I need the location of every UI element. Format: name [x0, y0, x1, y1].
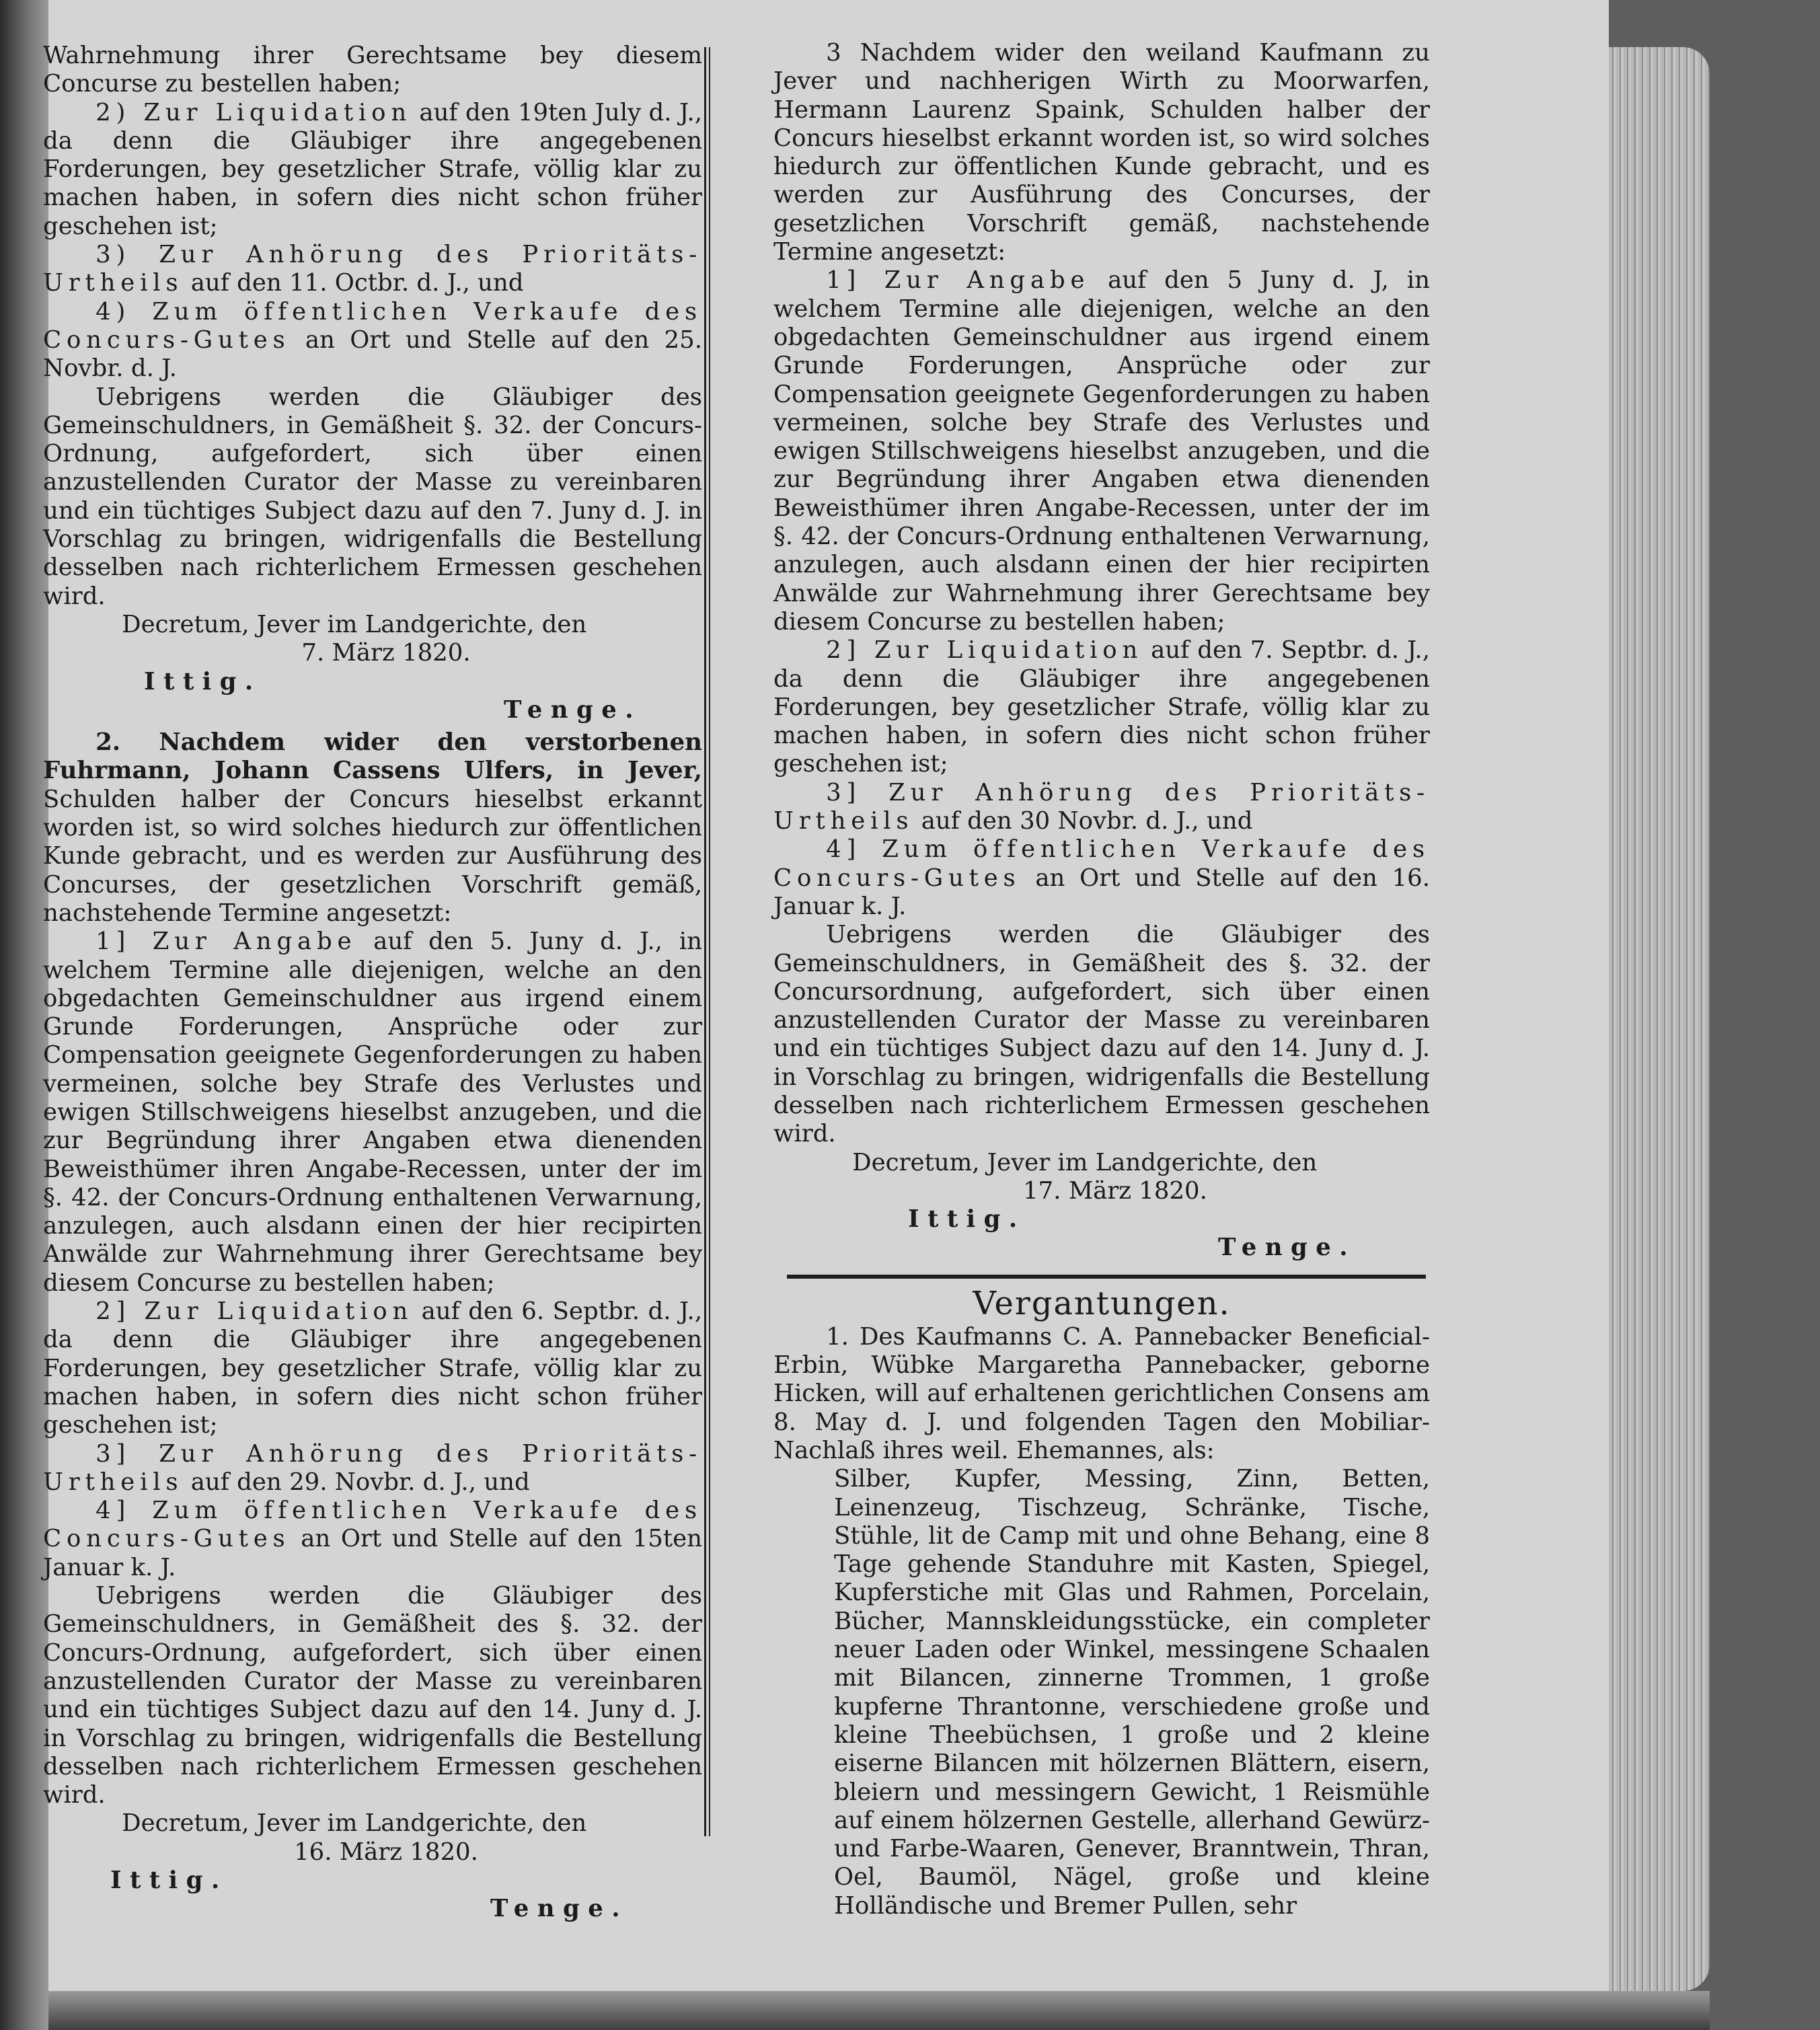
left-column	[43, 42, 702, 1924]
binding-gutter	[0, 0, 48, 2030]
n2-item3	[43, 1440, 702, 1497]
n3-item1	[773, 266, 1430, 636]
v1-text: Des Kaufmanns C. A. Pannebacker Beneficial-Erbin, Wübke Margaretha Pannebacker, geborne Hicken, will auf erhaltenen gerichtlichen Consens am 8. May d. J. und folgenden Tagen den Mobiliar-Nachlaß ihres weil. Ehemannes, als:	[773, 1322, 1430, 1464]
n1-item3	[43, 241, 702, 298]
n2-curator-paragraph: Uebrigens werden die Gläubiger des Gemeinschuldners, in Gemäßheit des §. 32. der Concurs-Ordnung, aufgefordert, sich über einen anzustellenden Curator der Masse zu vereinbaren und ein tüchtiges Subject dazu auf den 14. Juny d. J. in Vorschlag zu bringen, widrigenfalls die Bestellung desselben nach richterlichem Ermessen geschehen wird.	[43, 1582, 702, 1809]
n1-item4	[43, 298, 702, 383]
n2-item1	[43, 928, 702, 1298]
book-bottom-shadow	[48, 1991, 1710, 2030]
n3-item3	[773, 779, 1430, 836]
n1-item4-text: an Ort und Stelle auf den 25. Novbr. d. J.	[43, 326, 702, 383]
n1-date: 7. März 1820.	[301, 639, 471, 667]
n2-item4-text: an Ort und Stelle auf den 15ten Januar k. J.	[43, 1525, 702, 1581]
n1-item3-text: auf den 11. Octbr. d. J., und	[190, 269, 524, 297]
v1-item-list: Silber, Kupfer, Messing, Zinn, Betten, Leinenzeug, Tischzeug, Schränke, Tische, Stühle, lit de Camp mit und ohne Behang, eine 8 Tage gehende Standuhre mit Kasten, Spiegel, Kupferstiche mit Glas und Rahmen, Porcelain, Bücher, Mannskleidungsstücke, ein completer neuer Laden oder Winkel, messingene Schaalen mit Bilancen, zinnerne Trommen, 1 große kupferne Thrantonne, verschiedene große und kleine Theebüchsen, 1 große und 2 kleine eiserne Bilancen mit hölzernen Blättern, eisern, bleiern und messingern Gewicht, 1 Reismühle auf einem hölzernen Gestelle, allerhand Gewürz- und Farbe-Waaren, Genever, Branntwein, Thran, Oel, Baumöl, Nägel, große und kleine Holländische und Bremer Pullen, sehr	[834, 1465, 1430, 1920]
n2-date: 16. März 1820.	[294, 1838, 478, 1866]
n3-item3-label: 3] Zur Anhörung des Prioritäts-Urtheils	[773, 778, 1430, 835]
n3-item4	[773, 835, 1430, 921]
column-divider	[704, 47, 710, 1836]
n3-item3-text: auf den 30 Novbr. d. J., und	[921, 807, 1253, 835]
n2-item1-label: 1] Zur Angabe	[96, 928, 357, 956]
n1-signer-ittig: Ittig.	[144, 667, 262, 696]
n1-item2	[43, 99, 702, 241]
n2-item2-text: auf den 6. Septbr. d. J., da denn die Gläubiger ihre angegebenen Forderungen, bey gesetzlicher Strafe, völlig klar zu machen haben, in sofern dies nicht schon früher geschehen ist;	[43, 1298, 703, 1439]
n3-item2	[773, 636, 1430, 778]
notice2-text: Schulden halber der Concurs hieselbst erkannt worden ist, so wird solches hiedurch zur öffentlichen Kunde gebracht, und es werden zur Ausführung des Concurses, der gesetzlichen Vorschrift gemäß, nachstehende Termine angesetzt:	[43, 785, 702, 927]
notice1-continued: Wahrnehmung ihrer Gerechtsame bey diesem Concurse zu bestellen haben;	[43, 42, 702, 98]
n3-item2-text: auf den 7. Septbr. d. J., da denn die Gläubiger ihre angegebenen Forderungen, bey gesetzlicher Strafe, völlig klar zu machen haben, in sofern dies nicht schon früher geschehen ist;	[773, 636, 1431, 778]
section-heading-vergantungen: Vergantungen.	[973, 1284, 1231, 1322]
n2-item3-text: auf den 29. Novbr. d. J., und	[190, 1468, 530, 1496]
n1-decretum: Decretum, Jever im Landgerichte, den	[122, 610, 587, 638]
n2-item1-text: auf den 5. Juny d. J., in welchem Termine alle diejenigen, welche an den obgedachten Gemeinschuldner aus irgend einem Grunde Forderungen, Ansprüche oder zur Compensation geeignete Gegenforderungen zu haben vermeinen, solche bey Strafe des Verlustes und ewigen Stillschweigens hieselbst anzugeben, und die zur Begründung ihrer Angaben etwa dienenden Beweisthümer ihren Angabe-Recessen, unter der im §. 42. der Concurs-Ordnung enthaltenen Verwarnung, anzulegen, auch alsdann einen der hier recipirten Anwälde zur Wahrnehmung ihrer Gerechtsame bey diesem Concurse zu bestellen haben;	[43, 928, 702, 1297]
n3-signer-ittig: Ittig.	[908, 1205, 1026, 1234]
n2-item4-label: 4] Zum öffentlichen Verkaufe des Concurs-Gutes	[43, 1497, 702, 1553]
n3-curator-paragraph: Uebrigens werden die Gläubiger des Gemeinschuldners, in Gemäßheit des §. 32. der Concursordnung, aufgefordert, sich über einen anzustellenden Curator der Masse zu vereinbaren und ein tüchtiges Subject dazu auf den 14. Juny d. J. in Vorschlag zu bringen, widrigenfalls die Bestellung desselben nach richterlichem Ermessen geschehen wird.	[773, 921, 1430, 1148]
n2-decretum: Decretum, Jever im Landgerichte, den	[122, 1809, 587, 1838]
n1-signer-tenge: Tenge.	[503, 696, 642, 724]
notice3-text: Nachdem wider den weiland Kaufmann zu Jever und nachherigen Wirth zu Moorwarfen, Hermann Laurenz Spaink, Schulden halber der Concurs hieselbst erkannt worden ist, so wird solches hiedurch zur öffentlichen Kunde gebracht, und es werden zur Ausführung des Concurses, der gesetzlichen Vorschrift gemäß, nachstehende Termine angesetzt:	[773, 39, 1430, 266]
n3-decretum: Decretum, Jever im Landgerichte, den	[852, 1148, 1318, 1176]
n2-item2-label: 2] Zur Liquidation	[96, 1298, 414, 1326]
n2-signer-ittig: Ittig.	[110, 1867, 228, 1894]
n2-item3-label: 3] Zur Anhörung des Prioritäts-Urtheils	[43, 1439, 702, 1496]
n3-item1-text: auf den 5 Juny d. J, in welchem Termine alle diejenigen, welche an den obgedachten Gemeinschuldner aus irgend einem Grunde Forderungen, Ansprüche oder zur Compensation geeignete Gegenforderungen zu haben vermeinen, solche bey Strafe des Verlustes und ewigen Stillschweigens hieselbst anzugeben, und die zur Begründung ihrer Angaben etwa dienenden Beweisthümer ihren Angabe-Recessen, unter der im §. 42. der Concurs-Ordnung enthaltenen Verwarnung, anzulegen, auch alsdann einen der hier recipirten Anwälde zur Wahrnehmung ihrer Gerechtsame bey diesem Concurse zu bestellen haben;	[773, 266, 1430, 636]
n2-item4	[43, 1497, 702, 1582]
n1-item2-text: auf den 19ten July d. J., da denn die Gläubiger ihre angegebenen Forderungen, bey gesetzlicher Strafe, völlig klar zu machen haben, in sofern dies nicht schon früher geschehen ist;	[43, 98, 702, 240]
section-separator-rule	[787, 1275, 1426, 1279]
v1-number: 1.	[826, 1322, 849, 1351]
n3-date: 17. März 1820.	[1023, 1176, 1207, 1205]
n2-item2	[43, 1298, 702, 1439]
notice2-intro	[43, 728, 702, 928]
book-page-edges	[1609, 47, 1710, 1991]
n3-item4-text: an Ort und Stelle auf den 16. Januar k. J.	[773, 864, 1430, 920]
n1-item3-label: 3) Zur Anhörung des Prioritäts-Urtheils	[43, 241, 702, 297]
notice3-number: 3	[826, 39, 841, 67]
v1-paragraph	[773, 1323, 1430, 1465]
n3-item1-label: 1] Zur Angabe	[826, 266, 1090, 295]
right-column	[773, 39, 1430, 1920]
n3-item2-label: 2] Zur Liquidation	[826, 636, 1143, 665]
n1-item4-label: 4) Zum öffentlichen Verkaufe des Concurs-Gutes	[43, 297, 702, 354]
n3-item4-label: 4] Zum öffentlichen Verkaufe des Concurs-Gutes	[773, 835, 1430, 892]
notice2-number: 2.	[96, 728, 121, 757]
n1-item2-label: 2) Zur Liquidation	[96, 98, 412, 126]
notice2-lead: Nachdem wider den verstorbenen Fuhrmann, Johann Cassens Ulfers, in Jever,	[43, 728, 702, 785]
n3-signer-tenge: Tenge.	[1217, 1234, 1356, 1262]
notice3-intro	[773, 39, 1430, 266]
n2-signer-tenge: Tenge.	[490, 1895, 628, 1923]
n1-curator-paragraph: Uebrigens werden die Gläubiger des Gemeinschuldners, in Gemäßheit §. 32. der Concurs-Ordnung, aufgefordert, sich über einen anzustellenden Curator der Masse zu vereinbaren und ein tüchtiges Subject dazu auf den 7. Juny d. J. in Vorschlag zu bringen, widrigenfalls die Bestellung desselben nach richterlichem Ermessen geschehen wird.	[43, 383, 702, 610]
